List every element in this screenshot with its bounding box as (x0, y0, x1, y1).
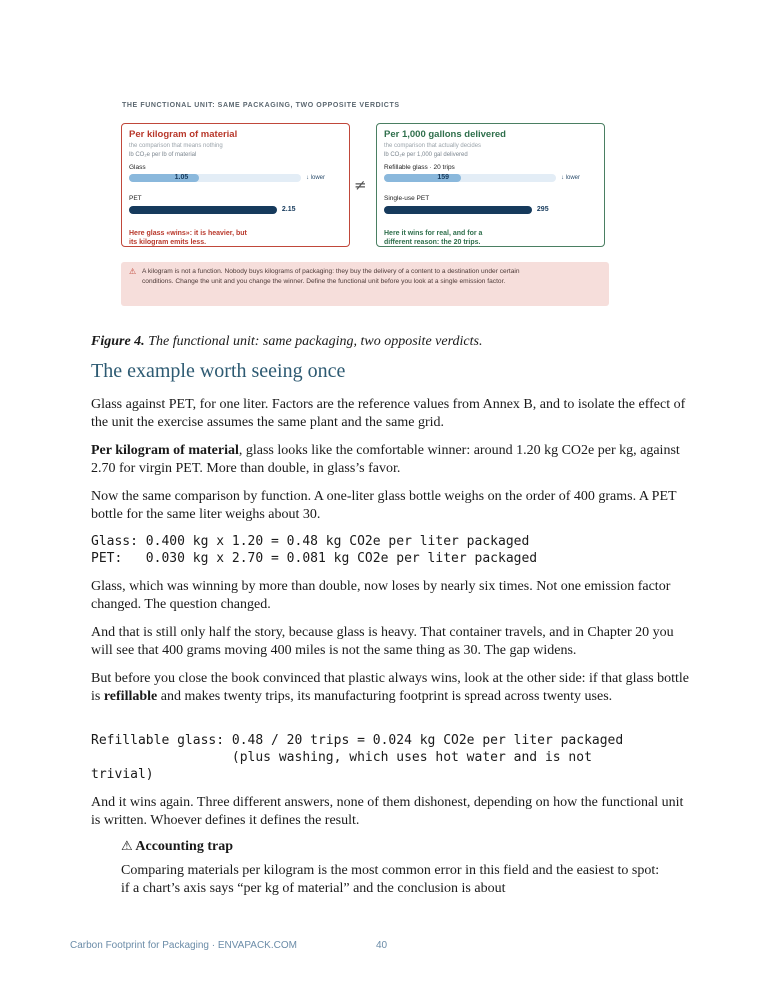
paragraph-text: and makes twenty trips, its manufacturing footprint is spread across twenty uses. (157, 689, 613, 704)
code-block-glass-pet: Glass: 0.400 kg x 1.20 = 0.48 kg CO2e per liter packaged PET: 0.030 kg x 2.70 = 0.081 kg CO2e per liter packaged (91, 534, 538, 566)
caption-label: Figure 4. (91, 334, 145, 349)
paragraph-text: , glass looks like the comfortable winner: around 1.20 kg CO2e per kg, against 2.70 for virgin PET. More than double, in glass’s favor. (91, 443, 680, 476)
callout-title-text: Accounting trap (135, 839, 234, 854)
panel-title: Per kilogram of material (129, 129, 238, 140)
bar-track-pet (129, 206, 301, 214)
panel-footer-line1: Here it wins for real, and for a (384, 230, 483, 237)
figure-title: THE FUNCTIONAL UNIT: SAME PACKAGING, TWO OPPOSITE VERDICTS (122, 102, 400, 109)
lower-flag: ↓ lower (561, 175, 581, 181)
panel-unit: lb CO₂e per 1,000 gal delivered (384, 152, 468, 158)
bold-term: refillable (103, 689, 158, 704)
warning-icon: ⚠ (129, 267, 137, 276)
bar-refillable-glass (384, 174, 461, 182)
panel-title: Per 1,000 gallons delivered (384, 129, 506, 140)
warning-text: A kilogram is not a function. Nobody buys kilograms of packaging: they buy the delivery of a content to a destination under certain conditions. Change the unit and you change the winner. Define the functional unit before you look at a single emission factor. (142, 268, 520, 285)
panel-subtitle: the comparison that actually decides (384, 143, 482, 149)
bar-single-use-pet (384, 206, 532, 214)
footer-page-number: 40 (376, 940, 388, 951)
figure-caption (91, 334, 482, 350)
paragraph-wins-again: And it wins again. Three different answers, none of them dishonest, depending on how the functional unit is written. Whoever defines it defines the result. (91, 795, 684, 828)
panel-footer-line2: its kilogram emits less. (129, 239, 207, 246)
panel-footer (129, 229, 329, 247)
paragraph-half-story: And that is still only half the story, because glass is heavy. That container travels, and in Chapter 20 you will see that 400 grams moving 400 miles is not the same thing as 30. The gap widens. (91, 625, 674, 658)
bar-track-glass (129, 174, 301, 182)
footer-book-title: Carbon Footprint for Packaging · ENVAPACK.COM (70, 940, 297, 951)
paragraph-text: But before you close the book convinced that plastic always wins, look at the other side: if that glass bottle is (91, 671, 689, 704)
section-heading: The example worth seeing once (91, 360, 346, 382)
bar-track-refillable-glass (384, 174, 556, 182)
callout-text: Comparing materials per kilogram is the most common error in this field and the easiest to spot: if a chart’s axis says “per kg of material” and the conclusion is about (121, 863, 660, 896)
bar-value-pet: 2.15 (281, 206, 296, 213)
lower-flag: ↓ lower (306, 175, 326, 181)
bold-term: Per kilogram of material (91, 443, 239, 458)
bar-label-refillable-glass: Refillable glass · 20 trips (384, 164, 455, 171)
panel-unit: lb CO₂e per lb of material (129, 152, 197, 158)
bar-label-pet: PET (129, 195, 142, 202)
warning-box (121, 262, 609, 306)
bar-label-single-use-pet: Single-use PET (384, 195, 430, 202)
paragraph-glass-loses: Glass, which was winning by more than double, now loses by nearly six times. Not one emission factor changed. The question changed. (91, 579, 671, 612)
not-equal-icon: ≠ (354, 176, 367, 194)
panel-footer-line1: Here glass «wins»: it is heavier, but (129, 230, 247, 237)
callout-title (121, 839, 233, 855)
caption-text: The functional unit: same packaging, two opposite verdicts. (144, 334, 483, 349)
figure-functional-unit (118, 96, 612, 308)
warning-icon: ⚠ (121, 839, 133, 854)
panel-subtitle: the comparison that means nothing (129, 143, 223, 149)
bar-value-refillable-glass: 159 (437, 174, 450, 181)
bar-track-single-use-pet (384, 206, 556, 214)
code-block-refillable: Refillable glass: 0.48 / 20 trips = 0.024 kg CO2e per liter packaged (plus washing, which uses hot water and is not trivial) (91, 733, 624, 782)
panel-per-1000-gallons (376, 123, 605, 247)
bar-pet-per-kg (129, 206, 277, 214)
paragraph-intro: Glass against PET, for one liter. Factors are the reference values from Annex B, and to isolate the effect of the unit the exercise assumes the same plant and the same grid. (91, 397, 686, 430)
bar-value-single-use-pet: 295 (536, 206, 549, 213)
panel-footer-line2: different reason: the 20 trips. (384, 239, 481, 246)
paragraph-per-kilogram (91, 442, 691, 478)
bar-label-glass: Glass (129, 164, 146, 171)
panel-footer (384, 229, 584, 247)
panel-per-kilogram (121, 123, 350, 247)
paragraph-refillable (91, 670, 691, 706)
bar-value-glass: 1.05 (174, 174, 189, 181)
paragraph-by-function: Now the same comparison by function. A one-liter glass bottle weighs on the order of 400 grams. A PET bottle for the same liter weighs about 30. (91, 489, 677, 522)
